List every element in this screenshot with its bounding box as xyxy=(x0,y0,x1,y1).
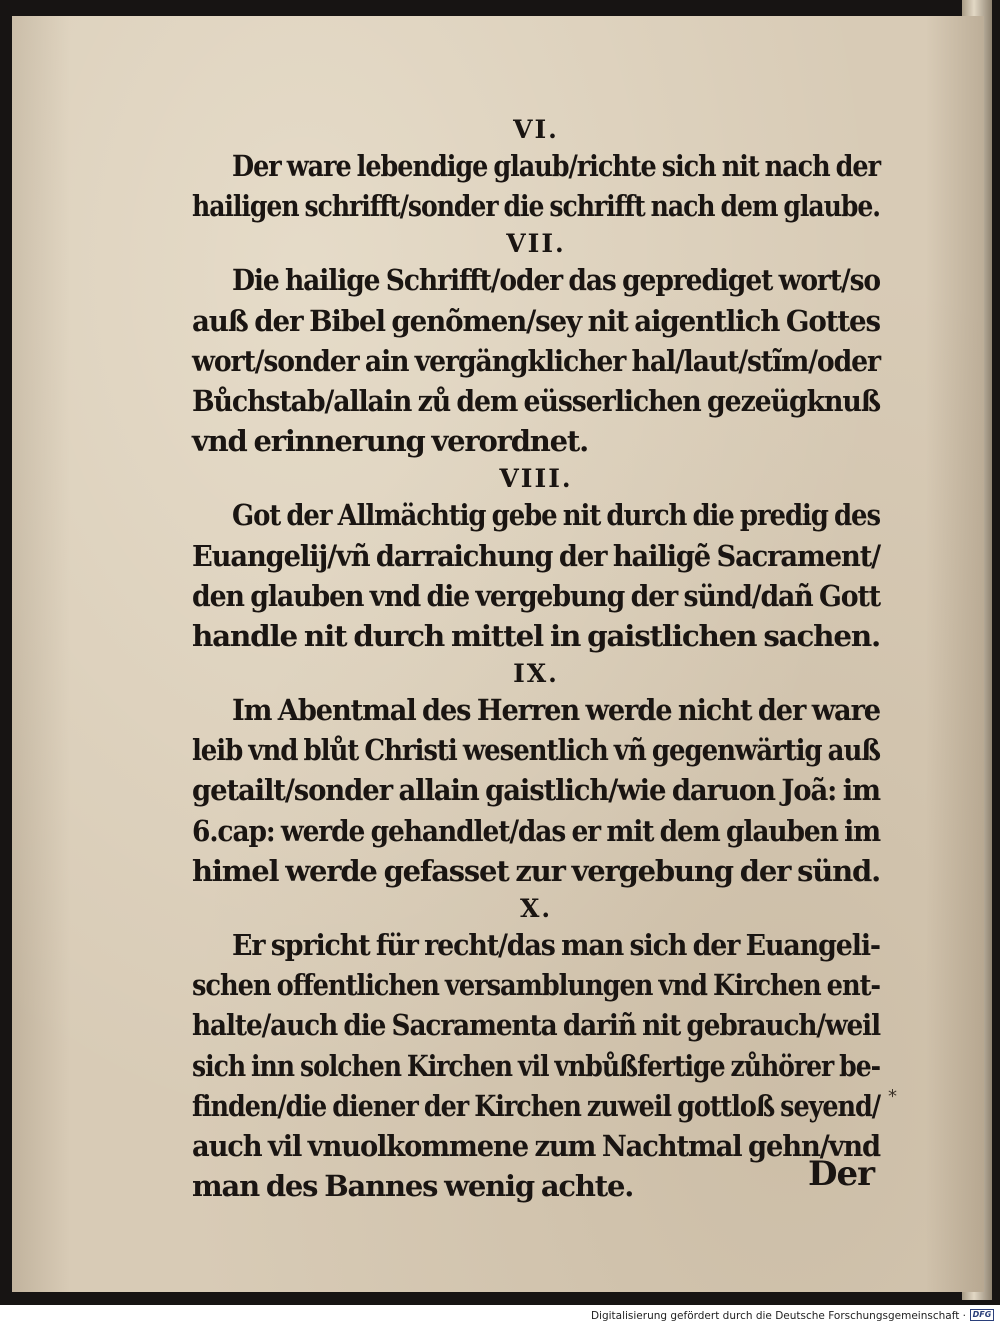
text-line: vnd erinnerung verordnet. xyxy=(192,424,589,459)
text-line: finden/die diener der Kirchen zuweil gottloß seyend/ xyxy=(192,1088,881,1123)
section-numeral-x: X. xyxy=(519,894,553,923)
section-numeral-viii: VIII. xyxy=(499,464,573,494)
section-numeral-vi: VI. xyxy=(513,115,559,144)
section-numeral-ix: IX. xyxy=(513,659,559,689)
text-line: getailt/sonder allain gaistlich/wie daruon Joã: im xyxy=(192,773,880,808)
dfg-logo: DFG xyxy=(970,1309,994,1321)
text-line: leib vnd blůt Christi wesentlich vñ gegenwärtig auß xyxy=(192,733,880,768)
text-line: auß der Bibel genõmen/sey nit aigentlich Gottes xyxy=(192,303,880,338)
text-line: auch vil vnuolkommene zum Nachtmal gehn/vnd xyxy=(192,1128,880,1163)
text-line: Der ware lebendige glaub/richte sich nit nach der xyxy=(232,149,880,183)
text-line: halte/auch die Sacramenta dariñ nit gebrauch/weil xyxy=(192,1008,880,1043)
page-text xyxy=(192,112,880,1206)
text-line: Im Abentmal des Herren werde nicht der ware xyxy=(232,693,881,728)
text-line: handle nit durch mittel in gaistlichen sachen. xyxy=(192,618,881,653)
text-line: Bůchstab/allain zů dem eüsserlichen gezeügknuß xyxy=(192,383,880,418)
catchword: Der xyxy=(807,1154,874,1194)
text-line: himel werde gefasset zur vergebung der sünd. xyxy=(192,853,881,888)
text-line: hailigen schrifft/sonder die schrifft nach dem glaube. xyxy=(192,189,880,224)
text-line: den glauben vnd die vergebung der sünd/dañ Gott xyxy=(192,578,881,613)
text-line: sich inn solchen Kirchen vil vnbůßfertige zůhörer be- xyxy=(192,1048,881,1083)
digitization-credit: Digitalisierung gefördert durch die Deutsche Forschungsgemeinschaft · xyxy=(590,1310,966,1322)
text-line: Die hailige Schrifft/oder das geprediget wort/so xyxy=(232,263,881,298)
section-numeral-vii: VII. xyxy=(506,229,566,259)
text-line: Er spricht für recht/das man sich der Euangeli- xyxy=(232,928,880,962)
text-line: Got der Allmächtig gebe nit durch die predig des xyxy=(232,498,881,533)
text-line: Euangelij/vñ darraichung der hailigẽ Sacrament/ xyxy=(192,538,881,573)
text-line: schen offentlichen versamblungen vnd Kirchen ent- xyxy=(192,968,881,1003)
text-line: 6.cap: werde gehandlet/das er mit dem glauben im xyxy=(192,813,880,848)
text-line: man des Bannes wenig achte. xyxy=(192,1169,634,1204)
text-line: wort/sonder ain vergängklicher hal/laut/stĩm/oder xyxy=(192,343,880,378)
margin-mark: * xyxy=(888,1086,897,1107)
